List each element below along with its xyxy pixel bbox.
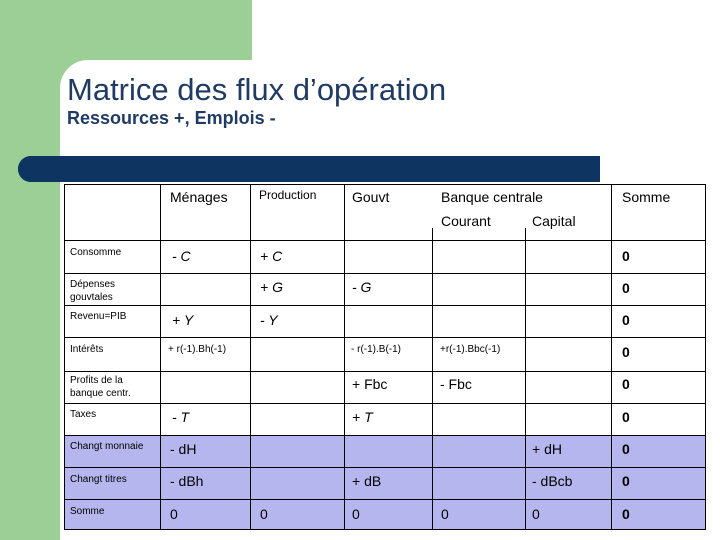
- col-header-capital: Capital: [532, 213, 576, 229]
- cell-somme: 0: [622, 248, 630, 264]
- row-label-changt-monnaie: Changt monnaie: [70, 441, 144, 452]
- flow-matrix-table: [64, 184, 706, 530]
- row-label-profits-banque: Profits de la banque centr.: [70, 375, 131, 399]
- cell-somme: 0: [622, 280, 630, 296]
- cell-somme: 0: [622, 441, 630, 457]
- decorative-bar: [18, 156, 600, 182]
- decorative-bar-cap: [18, 156, 44, 182]
- cell-menages: + r(-1).Bh(-1): [168, 344, 227, 355]
- col-header-gouvt: Gouvt: [352, 189, 390, 205]
- cell-courant: - Fbc: [440, 376, 472, 392]
- cell-somme: 0: [622, 506, 630, 522]
- cell-somme: 0: [622, 344, 630, 360]
- row-label-interets: Intérêts: [70, 344, 104, 355]
- cell-menages: + Y: [172, 312, 194, 328]
- cell-menages: - dH: [170, 441, 197, 457]
- cell-menages: - C: [172, 248, 191, 264]
- cell-production: + C: [260, 248, 283, 264]
- cell-menages: - T: [172, 409, 190, 425]
- cell-somme: 0: [622, 312, 630, 328]
- row-label-depenses-gouvtales: Dépenses gouvtales: [70, 279, 116, 303]
- cell-somme: 0: [622, 473, 630, 489]
- cell-gouvt: + T: [352, 409, 373, 425]
- cell-courant: +r(-1).Bbc(-1): [440, 344, 501, 355]
- cell-gouvt: + dB: [352, 473, 382, 489]
- cell-capital: + dH: [532, 441, 562, 457]
- cell-capital: 0: [532, 506, 540, 522]
- row-label-changt-titres: Changt titres: [70, 474, 127, 485]
- row-label-revenu-pib: Revenu=PIB: [70, 311, 127, 322]
- col-header-courant: Courant: [441, 213, 491, 229]
- table-border: [64, 184, 706, 530]
- cell-capital: - dBcb: [532, 473, 573, 489]
- cell-menages: - dBh: [170, 473, 204, 489]
- col-header-banque-centrale: Banque centrale: [441, 189, 543, 205]
- cell-somme: 0: [622, 409, 630, 425]
- cell-menages: 0: [170, 506, 178, 522]
- slide-subtitle: Ressources +, Emplois -: [67, 108, 276, 128]
- row-label-consomme: Consomme: [70, 247, 122, 258]
- cell-somme: 0: [622, 376, 630, 392]
- cell-production: + G: [260, 279, 283, 295]
- cell-production: - Y: [260, 312, 278, 328]
- col-header-somme: Somme: [622, 189, 671, 205]
- row-label-somme: Somme: [70, 506, 105, 517]
- cell-production: 0: [260, 506, 268, 522]
- col-header-menages: Ménages: [170, 189, 228, 205]
- cell-gouvt: - r(-1).B(-1): [351, 344, 401, 355]
- col-header-production: Production: [259, 188, 317, 202]
- slide-title: Matrice des flux d’opération: [67, 72, 447, 107]
- table-grid: [64, 184, 706, 530]
- row-label-taxes: Taxes: [70, 409, 97, 420]
- cell-gouvt: + Fbc: [352, 376, 388, 392]
- cell-gouvt: 0: [352, 506, 360, 522]
- cell-gouvt: - G: [352, 279, 372, 295]
- cell-courant: 0: [441, 506, 449, 522]
